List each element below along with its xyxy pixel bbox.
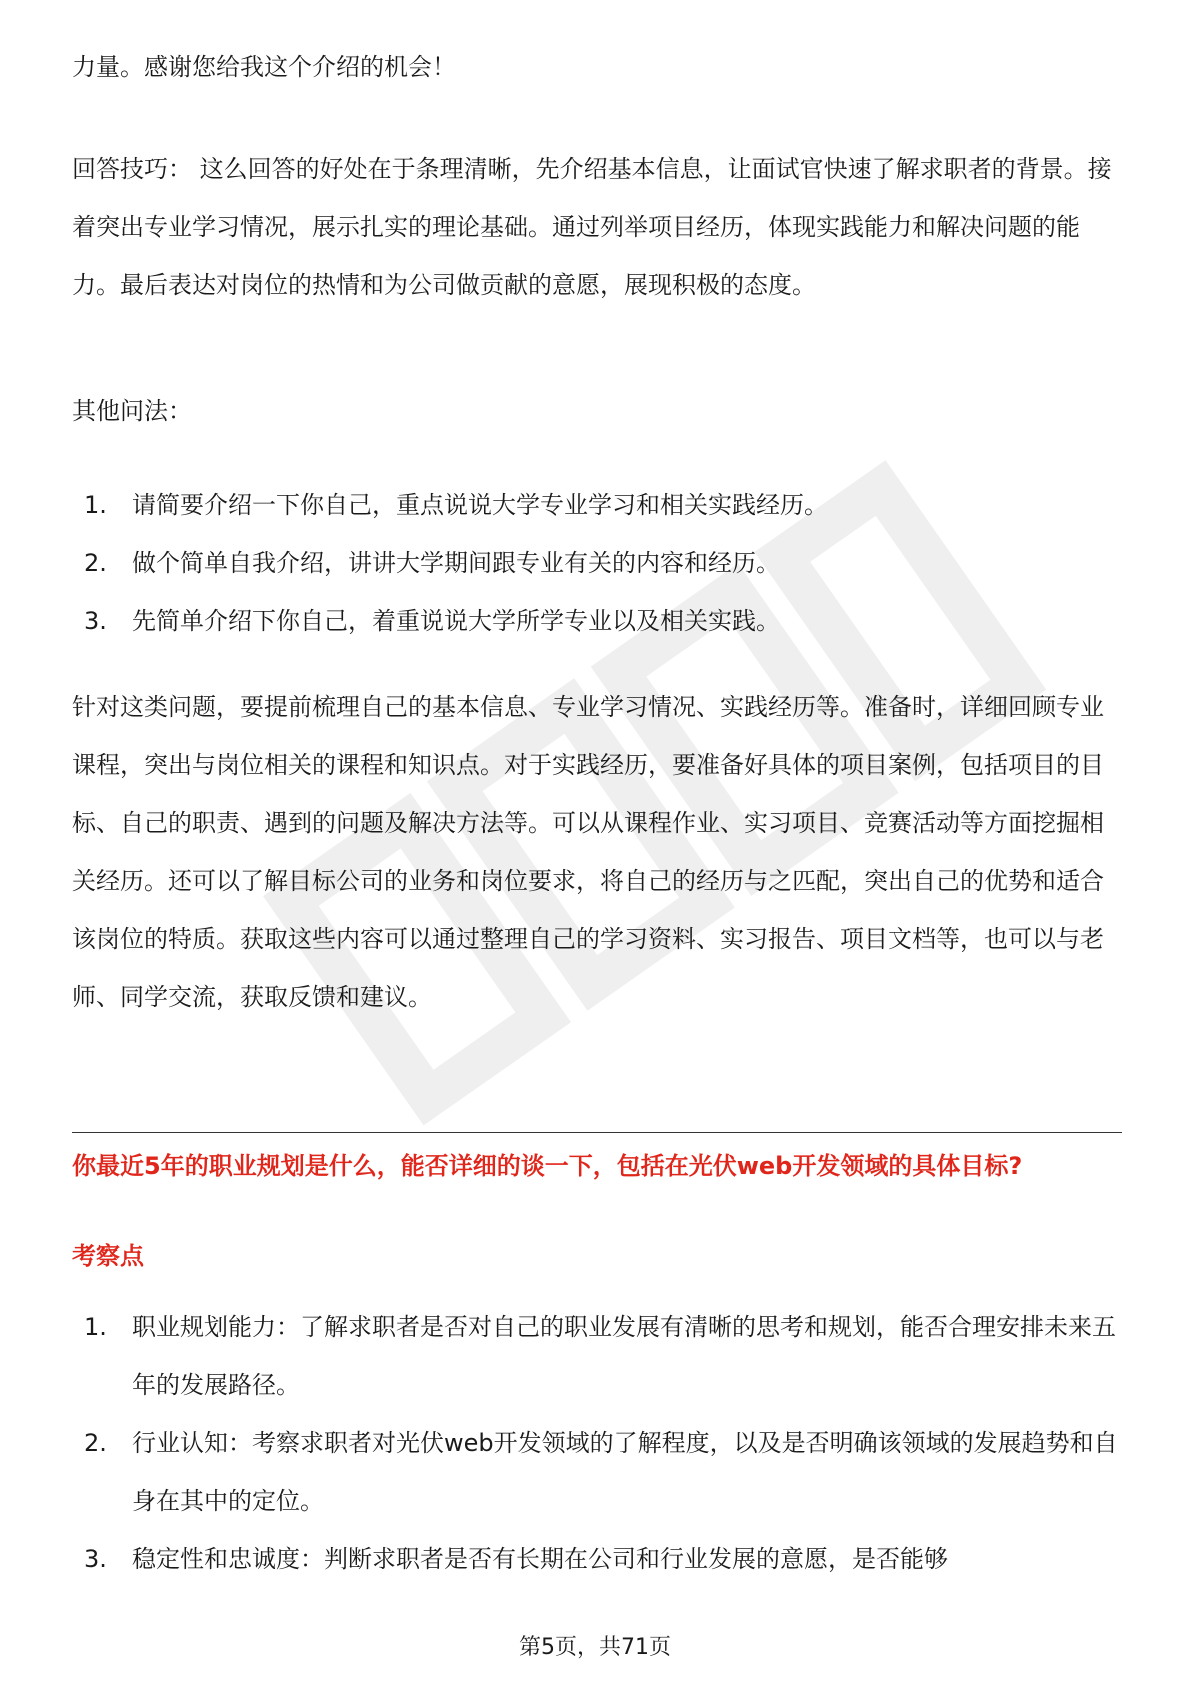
list-number: 1.: [84, 491, 107, 519]
list-text: 做个简单自我介绍，讲讲大学期间跟专业有关的内容和经历。: [132, 549, 780, 577]
list-item: [72, 534, 1122, 592]
other-questions-label: 其他问法：: [72, 397, 192, 425]
interview-question-heading: 你最近5年的职业规划是什么，能否详细的谈一下，包括在光伏web开发领域的具体目标?: [72, 1152, 1023, 1180]
list-number: 1.: [84, 1313, 107, 1341]
list-number: 3.: [84, 1545, 107, 1573]
section-divider: [72, 1132, 1122, 1133]
answer-tip-paragraph: 回答技巧： 这么回答的好处在于条理清晰，先介绍基本信息，让面试官快速了解求职者的背景。接着突出专业学习情况，展示扎实的理论基础。通过列举项目经历，体现实践能力和解决问题的能力。最后表达对岗位的热情和为公司做贡献的意愿，展现积极的态度。: [72, 155, 1112, 299]
list-item: [72, 1414, 1122, 1530]
list-number: 3.: [84, 607, 107, 635]
list-item: [72, 1298, 1122, 1414]
list-item: [72, 1530, 1122, 1588]
other-questions-list: [72, 476, 1122, 650]
assessment-points-heading: 考察点: [72, 1242, 144, 1270]
list-item: [72, 476, 1122, 534]
list-number: 2.: [84, 1429, 107, 1457]
assessment-points-list: [72, 1298, 1122, 1588]
list-text: 行业认知：考察求职者对光伏web开发领域的了解程度，以及是否明确该领域的发展趋势和自身在其中的定位。: [132, 1429, 1118, 1515]
list-text: 请简要介绍一下你自己，重点说说大学专业学习和相关实践经历。: [132, 491, 828, 519]
list-number: 2.: [84, 549, 107, 577]
list-text: 稳定性和忠诚度：判断求职者是否有长期在公司和行业发展的意愿，是否能够: [132, 1545, 948, 1573]
page-footer: 第5页，共71页: [519, 1635, 671, 1660]
list-item: [72, 592, 1122, 650]
list-text: 先简单介绍下你自己，着重说说大学所学专业以及相关实践。: [132, 607, 780, 635]
list-text: 职业规划能力：了解求职者是否对自己的职业发展有清晰的思考和规划，能否合理安排未来五年的发展路径。: [132, 1313, 1116, 1399]
preparation-advice-paragraph: 针对这类问题，要提前梳理自己的基本信息、专业学习情况、实践经历等。准备时，详细回顾专业课程，突出与岗位相关的课程和知识点。对于实践经历，要准备好具体的项目案例，包括项目的目标、自己的职责、遇到的问题及解决方法等。可以从课程作业、实习项目、竞赛活动等方面挖掘相关经历。还可以了解目标公司的业务和岗位要求，将自己的经历与之匹配，突出自己的优势和适合该岗位的特质。获取这些内容可以通过整理自己的学习资料、实习报告、项目文档等，也可以与老师、同学交流，获取反馈和建议。: [72, 693, 1104, 1011]
intro-tail-paragraph: 力量。感谢您给我这个介绍的机会！: [72, 53, 456, 81]
